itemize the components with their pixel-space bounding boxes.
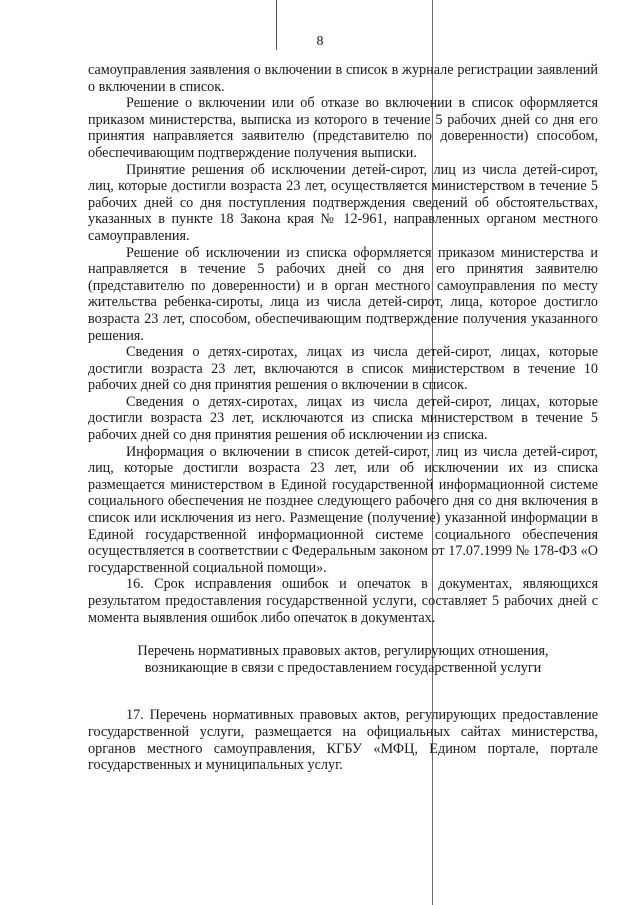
paragraph: Сведения о детях-сиротах, лицах из числа детей-сирот, лицах, которые достигли возраста 23 лет, исключаются из списка министерством в течение 5 рабочих дней со дня принятия решения об исключении из списка. xyxy=(88,393,598,444)
paragraph: Решение об исключении из списка оформляется приказом министерства и направляется в течение 5 рабочих дней со дня его принятия заявителю (представителю по доверенности) и в орган местного самоуправления по месту жительства ребенка-сироты, лица из числа детей-сирот, лица, которое достигло возраста 23 лет, способом, обеспечивающим подтверждение получения указанного решения. xyxy=(88,244,598,344)
section-heading: Перечень нормативных правовых актов, регулирующих отношения, возникающие в связи с предоставлением государственной услуги xyxy=(137,643,549,676)
paragraph-clause-17: 17. Перечень нормативных правовых актов, регулирующих предоставление государственной услуги, размещается на официальных сайтах министерства, органов местного самоуправления, КГБУ «МФЦ, Едином портале, портале государственных и муниципальных услуг. xyxy=(88,707,598,774)
paragraph: самоуправления заявления о включении в список в журнале регистрации заявлений о включении в список. xyxy=(88,62,598,95)
paragraph: Информация о включении в список детей-сирот, лиц из числа детей-сирот, лиц, которые достигли возраста 23 лет, или об исключении их из списка размещается министерством в Единой государственной информационной системе социального обеспечения не позднее следующего рабочего дня со дня включения в список или исключения из него. Размещение (получение) указанной информации в Единой государственной информационной системе социального обеспечения осуществляется в соответствии с Федеральным законом от 17.07.1999 № 178-ФЗ «О государственной социальной помощи». xyxy=(88,443,598,576)
paragraph: Принятие решения об исключении детей-сирот, лиц из числа детей-сирот, лиц, которые достигли возраста 23 лет, осуществляется министерством в течение 5 рабочих дней со дня поступления подтверждения сведений об обстоятельствах, указанных в пункте 18 Закона края № 12-961, направленных органом местного самоуправления. xyxy=(88,161,598,244)
paragraph: Сведения о детях-сиротах, лицах из числа детей-сирот, лицах, которые достигли возраста 23 лет, включаются в список министерством в течение 10 рабочих дней со дня принятия решения о включении в список. xyxy=(88,344,598,394)
paragraph-clause-16: 16. Срок исправления ошибок и опечаток в документах, являющихся результатом предоставления государственной услуги, составляет 5 рабочих дней с момента выявления ошибок либо опечаток в документах. xyxy=(88,576,598,626)
paragraph: Решение о включении или об отказе во включении в список оформляется приказом министерства, выписка из которого в течение 5 рабочих дней со дня его принятия направляется заявителю (представителю по доверенности) способом, обеспечивающим подтверждение получения выписки. xyxy=(88,95,598,161)
page-number: 8 xyxy=(316,34,324,49)
document-body xyxy=(88,62,598,774)
